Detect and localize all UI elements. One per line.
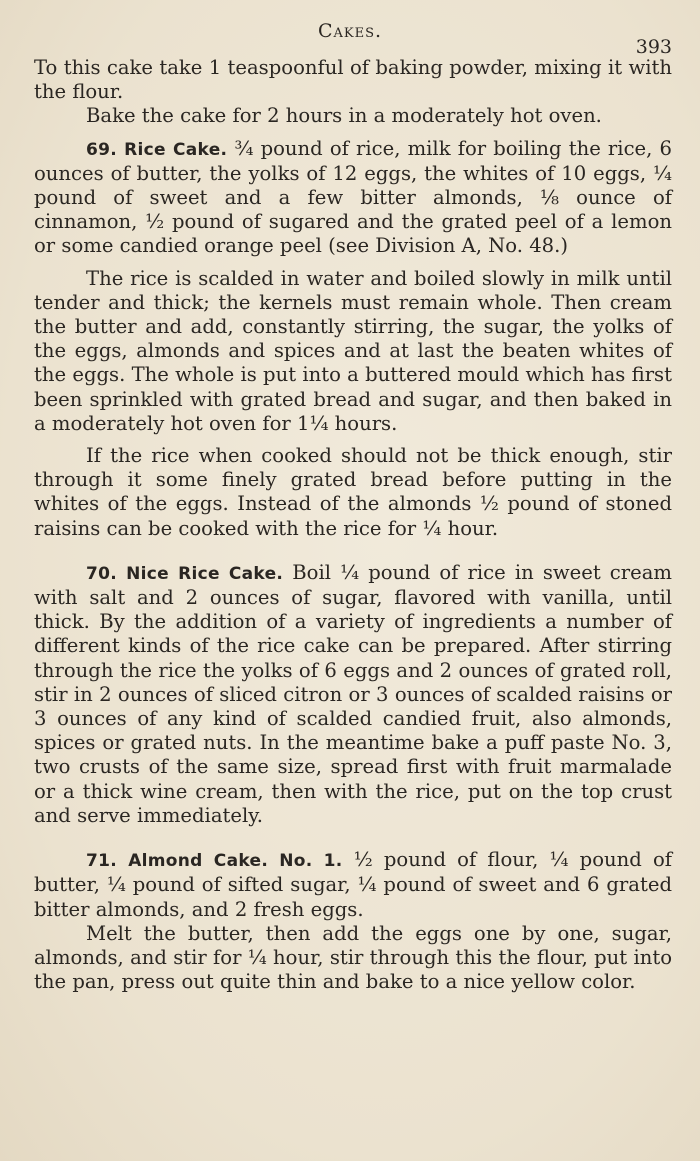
recipe-71-ingredients: ½ pound of flour, ¼ pound of butter, ¼ pound of sifted sugar, ¼ pound of sweet and 6 grated bitter almonds, and 2 fresh eggs. xyxy=(34,848,672,921)
recipe-70-number: 70. xyxy=(86,563,118,584)
recipe-69-note: If the rice when cooked should not be thick enough, stir through it some finely grated bread before putting in the whites of the eggs. Instead of the almonds ½ pound of stoned raisins can be cooked with the rice for ¼ hour. xyxy=(34,444,672,540)
recipe-71-title: Almond Cake. No. 1. xyxy=(128,851,343,872)
running-head: Cakes. xyxy=(317,20,383,42)
page-number: 393 xyxy=(635,36,672,58)
recipe-71-intro xyxy=(34,848,672,922)
recipe-71-method: Melt the butter, then add the eggs one by one, sugar, almonds, and stir for ¼ hour, stir through this the flour, put into the pan, press out quite thin and bake to a nice yellow color. xyxy=(34,921,672,994)
recipe-69-title: Rice Cake. xyxy=(124,139,228,160)
recipe-70-text: Boil ¼ pound of rice in sweet cream with salt and 2 ounces of sugar, flavored with vanilla, until thick. By the addition of a variety of ingredients a number of different kinds of the rice cake can be prepared. After stirring through the rice the yolks of 6 eggs and 2 ounces of grated roll, stir in 2 ounces of sliced citron or 3 ounces of scalded raisins or 3 ounces of any kind of scalded candied fruit, also almonds, spices or grated nuts. In the meantime bake a puff paste No. 3, two crusts of the same size, spread first with fruit marmalade or a thick wine cream, then with the rice, put on the top crust and serve immediately. xyxy=(34,560,673,827)
body-text xyxy=(34,56,672,994)
recipe-70-intro xyxy=(34,561,672,828)
recipe-69-ingredients: ¾ pound of rice, milk for boiling the rice, 6 ounces of butter, the yolks of 12 eggs, the whites of 10 eggs, ¼ pound of sweet and a few bitter almonds, ⅛ ounce of cinnamon, ½ pound of sugared and the grated peel of a lemon or some candied orange peel (see Division A, No. 48.) xyxy=(34,136,672,258)
paragraph: To this cake take 1 teaspoonful of baking powder, mixing it with the flour. xyxy=(34,56,672,104)
recipe-69-intro xyxy=(34,137,672,259)
recipe-70-title: Nice Rice Cake. xyxy=(126,563,284,584)
paragraph: Bake the cake for 2 hours in a moderately hot oven. xyxy=(86,104,602,128)
recipe-71-number: 71. xyxy=(86,851,118,872)
recipe-69-number: 69. xyxy=(86,139,118,160)
recipe-69-method: The rice is scalded in water and boiled slowly in milk until tender and thick; the kernels must remain whole. Then cream the butter and add, constantly stirring, the sugar, the yolks of the eggs, almonds and spices and at last the beaten whites of the eggs. The whole is put into a buttered mould which has first been sprinkled with grated bread and sugar, and then baked in a moderately hot oven for 1¼ hours. xyxy=(34,266,672,435)
